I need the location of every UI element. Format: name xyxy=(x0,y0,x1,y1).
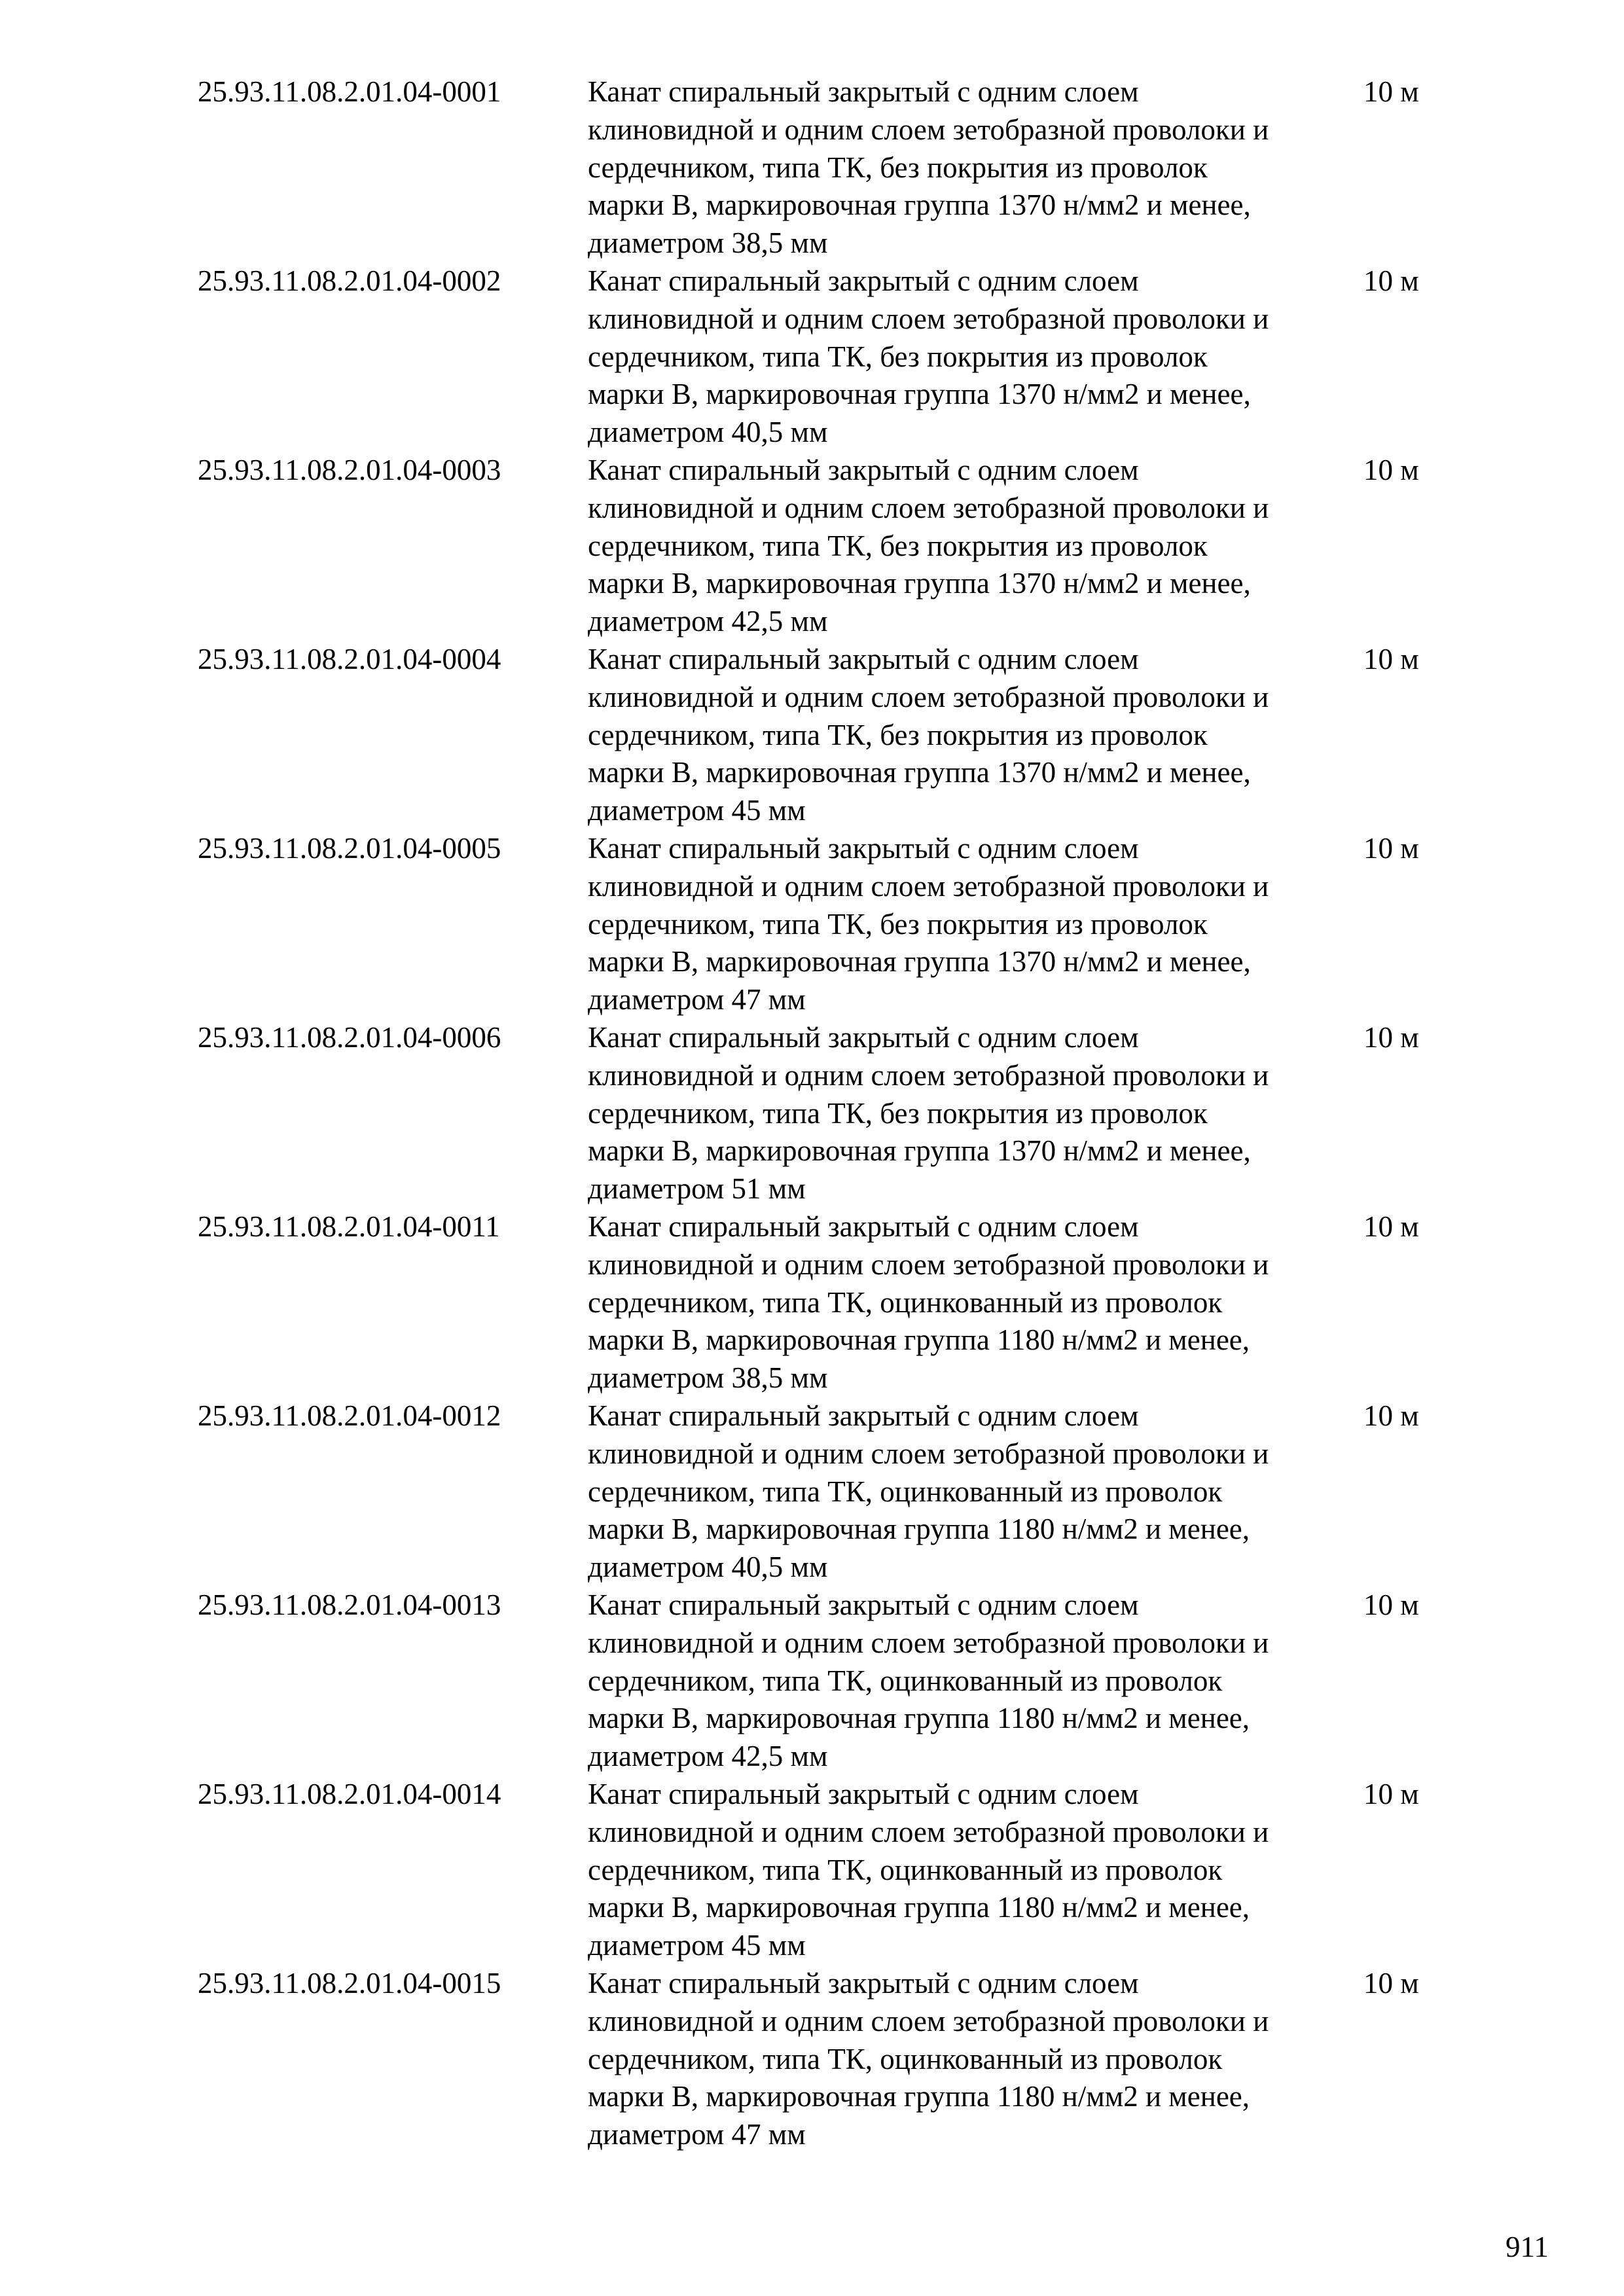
description-line: марки В, маркировочная группа 1370 н/мм2 и менее, xyxy=(588,378,1251,411)
description-line: диаметром 38,5 мм xyxy=(588,1361,828,1395)
resource-description xyxy=(588,1208,1373,1397)
description-line: марки В, маркировочная группа 1180 н/мм2 и менее, xyxy=(588,2080,1250,2113)
resource-description xyxy=(588,1397,1373,1587)
description-line: клиновидной и одним слоем зетобразной проволоки и xyxy=(588,1058,1269,1092)
description-line: диаметром 40,5 мм xyxy=(588,1551,828,1584)
list-item xyxy=(198,1776,1481,1965)
list-item xyxy=(198,1019,1481,1208)
resource-description xyxy=(588,73,1373,262)
list-item xyxy=(198,1397,1481,1587)
description-line: клиновидной и одним слоем зетобразной проволоки и xyxy=(588,302,1269,335)
list-item xyxy=(198,73,1481,262)
description-line: Канат спиральный закрытый с одним слоем xyxy=(588,1778,1139,1810)
description-line: Канат спиральный закрытый с одним слоем xyxy=(588,454,1139,486)
page-number: 911 xyxy=(1506,2231,1549,2263)
description-line: Канат спиральный закрытый с одним слоем xyxy=(588,1210,1139,1243)
description-line: марки В, маркировочная группа 1370 н/мм2 и менее, xyxy=(588,567,1251,600)
unit-of-measure: 10 м xyxy=(1363,454,1419,486)
description-line: сердечником, типа ТК, без покрытия из проволок xyxy=(588,718,1208,751)
description-line: сердечником, типа ТК, оцинкованный из проволок xyxy=(588,1475,1223,1508)
description-line: сердечником, типа ТК, без покрытия из проволок xyxy=(588,340,1208,373)
description-line: сердечником, типа ТК, без покрытия из проволок xyxy=(588,1096,1208,1130)
unit-of-measure: 10 м xyxy=(1363,1210,1419,1243)
unit-of-measure: 10 м xyxy=(1363,75,1419,108)
description-line: Канат спиральный закрытый с одним слоем xyxy=(588,1021,1139,1054)
resource-code: 25.93.11.08.2.01.04-0002 xyxy=(198,264,501,297)
description-line: клиновидной и одним слоем зетобразной проволоки и xyxy=(588,1247,1269,1281)
unit-of-measure: 10 м xyxy=(1363,1588,1419,1621)
resource-code: 25.93.11.08.2.01.04-0004 xyxy=(198,643,501,675)
description-line: сердечником, типа ТК, без покрытия из проволок xyxy=(588,529,1208,562)
description-line: Канат спиральный закрытый с одним слоем xyxy=(588,264,1139,297)
resource-description xyxy=(588,1587,1373,1776)
description-line: диаметром 38,5 мм xyxy=(588,226,828,260)
description-line: марки В, маркировочная группа 1180 н/мм2 и менее, xyxy=(588,1513,1250,1546)
description-line: Канат спиральный закрытый с одним слоем xyxy=(588,1588,1139,1621)
description-line: диаметром 47 мм xyxy=(588,983,806,1016)
description-line: клиновидной и одним слоем зетобразной проволоки и xyxy=(588,113,1269,146)
resource-description xyxy=(588,641,1373,830)
description-line: сердечником, типа ТК, без покрытия из проволок xyxy=(588,151,1208,184)
description-line: марки В, маркировочная группа 1180 н/мм2 и менее, xyxy=(588,1702,1250,1735)
unit-of-measure: 10 м xyxy=(1363,1021,1419,1054)
resource-code: 25.93.11.08.2.01.04-0005 xyxy=(198,832,501,865)
description-line: сердечником, типа ТК, оцинкованный из проволок xyxy=(588,1285,1223,1319)
unit-of-measure: 10 м xyxy=(1363,832,1419,865)
unit-of-measure: 10 м xyxy=(1363,1399,1419,1432)
description-line: марки В, маркировочная группа 1370 н/мм2 и менее, xyxy=(588,188,1251,222)
unit-of-measure: 10 м xyxy=(1363,1967,1419,2000)
description-line: сердечником, типа ТК, оцинкованный из проволок xyxy=(588,1853,1223,1886)
description-line: клиновидной и одним слоем зетобразной проволоки и xyxy=(588,1815,1269,1848)
description-line: сердечником, типа ТК, оцинкованный из проволок xyxy=(588,2042,1223,2075)
description-line: клиновидной и одним слоем зетобразной проволоки и xyxy=(588,2004,1269,2037)
unit-of-measure: 10 м xyxy=(1363,1778,1419,1810)
resource-description xyxy=(588,1019,1373,1208)
resource-code: 25.93.11.08.2.01.04-0015 xyxy=(198,1967,501,2000)
description-line: марки В, маркировочная группа 1370 н/мм2 и менее, xyxy=(588,756,1251,789)
list-item xyxy=(198,1965,1481,2154)
description-line: диаметром 45 мм xyxy=(588,1929,806,1962)
description-line: марки В, маркировочная группа 1370 н/мм2 и менее, xyxy=(588,1134,1251,1168)
resource-description xyxy=(588,1965,1373,2154)
description-line: диаметром 47 мм xyxy=(588,2118,806,2151)
resource-description xyxy=(588,262,1373,452)
resource-list xyxy=(198,73,1481,2154)
description-line: марки В, маркировочная группа 1370 н/мм2 и менее, xyxy=(588,945,1251,978)
description-line: Канат спиральный закрытый с одним слоем xyxy=(588,643,1139,675)
description-line: Канат спиральный закрытый с одним слоем xyxy=(588,832,1139,865)
description-line: клиновидной и одним слоем зетобразной проволоки и xyxy=(588,1626,1269,1659)
description-line: клиновидной и одним слоем зетобразной проволоки и xyxy=(588,491,1269,524)
description-line: Канат спиральный закрытый с одним слоем xyxy=(588,1967,1139,2000)
resource-code: 25.93.11.08.2.01.04-0001 xyxy=(198,75,501,108)
resource-description xyxy=(588,1776,1373,1965)
description-line: сердечником, типа ТК, оцинкованный из проволок xyxy=(588,1664,1223,1697)
description-line: диаметром 42,5 мм xyxy=(588,605,828,638)
list-item xyxy=(198,641,1481,830)
list-item xyxy=(198,262,1481,452)
unit-of-measure: 10 м xyxy=(1363,264,1419,297)
list-item xyxy=(198,1587,1481,1776)
resource-code: 25.93.11.08.2.01.04-0011 xyxy=(198,1210,500,1243)
description-line: диаметром 40,5 мм xyxy=(588,416,828,449)
resource-code: 25.93.11.08.2.01.04-0014 xyxy=(198,1778,501,1810)
description-line: Канат спиральный закрытый с одним слоем xyxy=(588,75,1139,108)
description-line: марки В, маркировочная группа 1180 н/мм2 и менее, xyxy=(588,1323,1250,1357)
description-line: клиновидной и одним слоем зетобразной проволоки и xyxy=(588,869,1269,903)
description-line: диаметром 42,5 мм xyxy=(588,1740,828,1773)
resource-code: 25.93.11.08.2.01.04-0003 xyxy=(198,454,501,486)
description-line: диаметром 45 мм xyxy=(588,794,806,827)
resource-description xyxy=(588,452,1373,641)
description-line: клиновидной и одним слоем зетобразной проволоки и xyxy=(588,680,1269,713)
list-item xyxy=(198,1208,1481,1397)
resource-code: 25.93.11.08.2.01.04-0006 xyxy=(198,1021,501,1054)
description-line: диаметром 51 мм xyxy=(588,1172,806,1206)
unit-of-measure: 10 м xyxy=(1363,643,1419,675)
resource-code: 25.93.11.08.2.01.04-0012 xyxy=(198,1399,501,1432)
list-item xyxy=(198,830,1481,1019)
list-item xyxy=(198,452,1481,641)
description-line: Канат спиральный закрытый с одним слоем xyxy=(588,1399,1139,1432)
description-line: марки В, маркировочная группа 1180 н/мм2 и менее, xyxy=(588,1891,1250,1924)
description-line: сердечником, типа ТК, без покрытия из проволок xyxy=(588,907,1208,941)
resource-description xyxy=(588,830,1373,1019)
resource-code: 25.93.11.08.2.01.04-0013 xyxy=(198,1588,501,1621)
description-line: клиновидной и одним слоем зетобразной проволоки и xyxy=(588,1437,1269,1470)
